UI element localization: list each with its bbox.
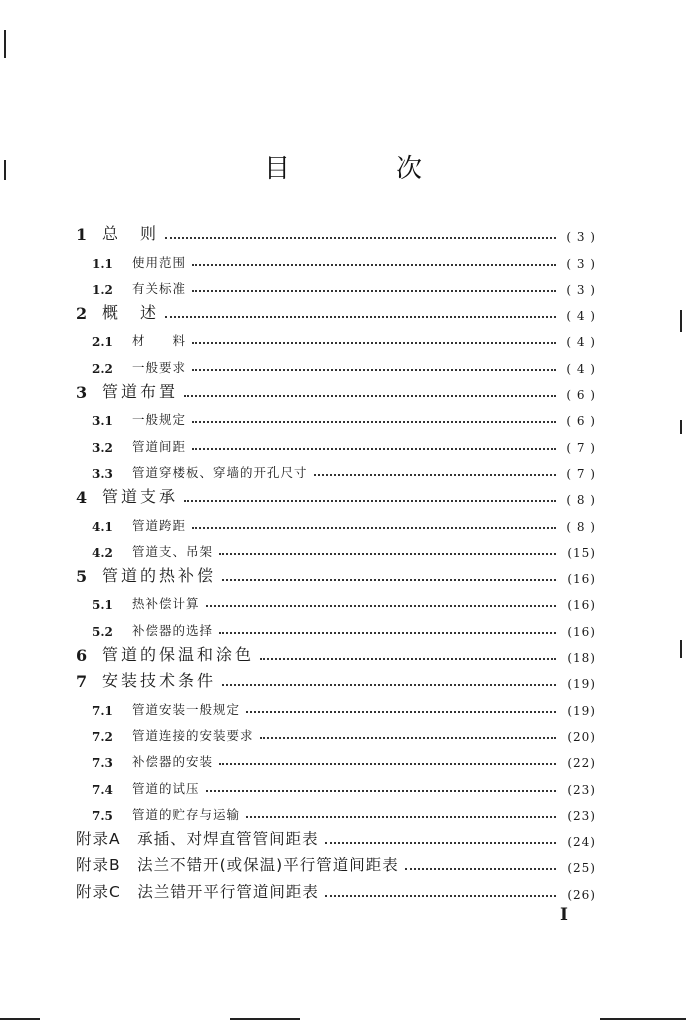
toc-entry-number: 4.2 [92, 545, 113, 560]
toc-entry [76, 665, 596, 691]
toc-dot-leader [192, 448, 556, 450]
toc-entry-label: 附录A 承插、对焊直管管间距表 [76, 830, 319, 849]
toc-entry-page: (19) [567, 703, 596, 718]
toc-entry-number: 5.1 [92, 598, 113, 613]
scan-mark-right-1 [680, 310, 682, 332]
toc-entry [76, 402, 596, 428]
toc-entry-number: 1.2 [92, 282, 113, 297]
toc-entry-number: 4.1 [92, 519, 113, 534]
toc-dot-leader [165, 316, 556, 318]
toc-entry-label: 管道连接的安装要求 [132, 727, 254, 743]
toc-entry [76, 534, 596, 560]
toc-entry-label: 附录B 法兰不错开(或保温)平行管道间距表 [76, 856, 399, 875]
scan-mark-right-3 [680, 640, 682, 658]
toc-entry [76, 612, 596, 638]
toc-dot-leader [222, 684, 556, 686]
scan-mark-right-2 [680, 420, 682, 434]
toc-entry-label: 管道穿楼板、穿墙的开孔尺寸 [132, 464, 308, 480]
toc-dot-leader [314, 474, 556, 476]
toc-entry-page: (18) [567, 651, 596, 666]
toc-entry-label: 管道跨距 [132, 517, 187, 533]
toc-entry-page: ( 4 ) [566, 361, 596, 376]
toc-entry-page: (26) [567, 887, 596, 902]
toc-entry [76, 823, 596, 849]
toc-entry-number: 5 [76, 567, 88, 587]
toc-entry-label: 管道的试压 [132, 780, 200, 796]
toc-entry-page: (20) [567, 729, 596, 744]
toc-entry [76, 849, 596, 875]
toc-entry [76, 481, 596, 507]
toc-entry-label: 管道间距 [132, 438, 187, 454]
toc-dot-leader [219, 553, 556, 555]
toc-dot-leader [192, 527, 556, 529]
toc-dot-leader [206, 790, 556, 792]
toc-entry-label: 附录C 法兰错开平行管道间距表 [76, 882, 319, 901]
toc-entry-label: 一般规定 [132, 412, 187, 428]
toc-entry-page: (23) [567, 808, 596, 823]
toc-entry-page: (16) [567, 572, 596, 587]
toc-entry-page: (24) [567, 835, 596, 850]
toc-entry-number: 4 [76, 488, 88, 508]
toc-entry-number: 7.5 [92, 808, 113, 823]
scan-mark-bottom-1 [0, 1018, 40, 1020]
toc-entry [76, 507, 596, 533]
toc-entry [76, 875, 596, 901]
toc-entry-page: ( 6 ) [566, 388, 596, 403]
toc-dot-leader [246, 711, 556, 713]
toc-entry-label: 管道支承 [102, 487, 179, 507]
page-title: 目 次 [263, 154, 462, 184]
toc-entry-label: 使用范围 [132, 254, 187, 270]
toc-entry [76, 560, 596, 586]
toc-entry-label: 管道的贮存与运输 [132, 806, 241, 822]
toc-entry-label: 管道的保温和涂色 [102, 645, 255, 665]
scan-mark-bottom-2 [230, 1018, 300, 1020]
toc-entry-number: 7.1 [92, 703, 113, 718]
toc-entry-page: ( 3 ) [566, 256, 596, 271]
toc-entry [76, 770, 596, 796]
toc-dot-leader [192, 290, 556, 292]
toc-entry-label: 管道安装一般规定 [132, 701, 241, 717]
toc-entry [76, 586, 596, 612]
toc-entry-page: ( 3 ) [566, 282, 596, 297]
toc-entry [76, 797, 596, 823]
toc-entry-page: (25) [567, 861, 596, 876]
toc-entry-label: 补偿器的安装 [132, 754, 214, 770]
toc-entry-number: 2.2 [92, 361, 113, 376]
toc-entry-number: 1.1 [92, 256, 113, 271]
toc-entry [76, 297, 596, 323]
toc-dot-leader [405, 868, 556, 870]
toc-entry [76, 744, 596, 770]
toc-dot-leader [165, 237, 556, 239]
toc-entry-number: 7.2 [92, 729, 113, 744]
toc-entry [76, 718, 596, 744]
toc-entry-label: 安装技术条件 [102, 671, 217, 691]
toc-dot-leader [246, 816, 556, 818]
toc-entry-page: (23) [567, 782, 596, 797]
toc-dot-leader [184, 500, 556, 502]
toc-entry-number: 3.3 [92, 466, 113, 481]
toc-entry-number: 3 [76, 383, 88, 403]
toc-dot-leader [184, 395, 556, 397]
toc-entry [76, 376, 596, 402]
toc-entry-number: 3.2 [92, 440, 113, 455]
toc-dot-leader [325, 842, 556, 844]
toc-entry-page: ( 8 ) [566, 519, 596, 534]
toc-entry [76, 639, 596, 665]
toc-entry-label: 管道布置 [102, 382, 179, 402]
toc-entry-label: 材 料 [132, 333, 187, 349]
toc-entry-label: 补偿器的选择 [132, 622, 214, 638]
toc-entry-page: ( 3 ) [566, 230, 596, 245]
toc-entry-number: 1 [76, 225, 88, 245]
toc-entry-number: 6 [76, 646, 88, 666]
toc-dot-leader [219, 763, 556, 765]
toc-entry-number: 5.2 [92, 624, 113, 639]
table-of-contents [76, 218, 596, 902]
toc-entry-number: 2.1 [92, 335, 113, 350]
toc-entry [76, 455, 596, 481]
toc-entry-page: ( 4 ) [566, 309, 596, 324]
toc-entry-page: ( 8 ) [566, 493, 596, 508]
toc-dot-leader [260, 737, 556, 739]
toc-entry-label: 管道支、吊架 [132, 543, 214, 559]
toc-entry-page: ( 7 ) [566, 440, 596, 455]
scan-mark-left-top [4, 30, 6, 58]
toc-dot-leader [192, 369, 556, 371]
toc-dot-leader [192, 264, 556, 266]
toc-entry [76, 244, 596, 270]
toc-entry-page: (19) [567, 677, 596, 692]
scan-mark-bottom-3 [600, 1018, 686, 1020]
toc-dot-leader [206, 605, 556, 607]
toc-entry [76, 349, 596, 375]
toc-entry-label: 概 述 [102, 303, 160, 323]
toc-entry [76, 218, 596, 244]
toc-entry-page: ( 4 ) [566, 335, 596, 350]
toc-dot-leader [192, 342, 556, 344]
toc-entry-page: (16) [567, 598, 596, 613]
toc-entry [76, 271, 596, 297]
toc-dot-leader [192, 421, 556, 423]
toc-entry-number: 7.3 [92, 756, 113, 771]
toc-entry-page: ( 7 ) [566, 466, 596, 481]
toc-dot-leader [222, 579, 556, 581]
toc-entry-page: ( 6 ) [566, 414, 596, 429]
toc-entry-number: 2 [76, 304, 88, 324]
toc-dot-leader [219, 632, 556, 634]
page-folio: I [560, 905, 568, 925]
toc-entry-label: 总 则 [102, 224, 160, 244]
toc-entry-page: (16) [567, 624, 596, 639]
toc-entry [76, 428, 596, 454]
toc-entry-page: (15) [567, 545, 596, 560]
toc-entry-page: (22) [567, 756, 596, 771]
toc-entry-number: 7.4 [92, 782, 113, 797]
toc-dot-leader [325, 895, 556, 897]
toc-dot-leader [260, 658, 556, 660]
toc-entry-number: 7 [76, 672, 88, 692]
toc-entry-label: 一般要求 [132, 359, 187, 375]
toc-entry-label: 管道的热补偿 [102, 566, 217, 586]
toc-entry-label: 有关标准 [132, 280, 187, 296]
toc-entry-number: 3.1 [92, 414, 113, 429]
toc-entry [76, 323, 596, 349]
toc-entry-label: 热补偿计算 [132, 596, 200, 612]
toc-entry [76, 691, 596, 717]
